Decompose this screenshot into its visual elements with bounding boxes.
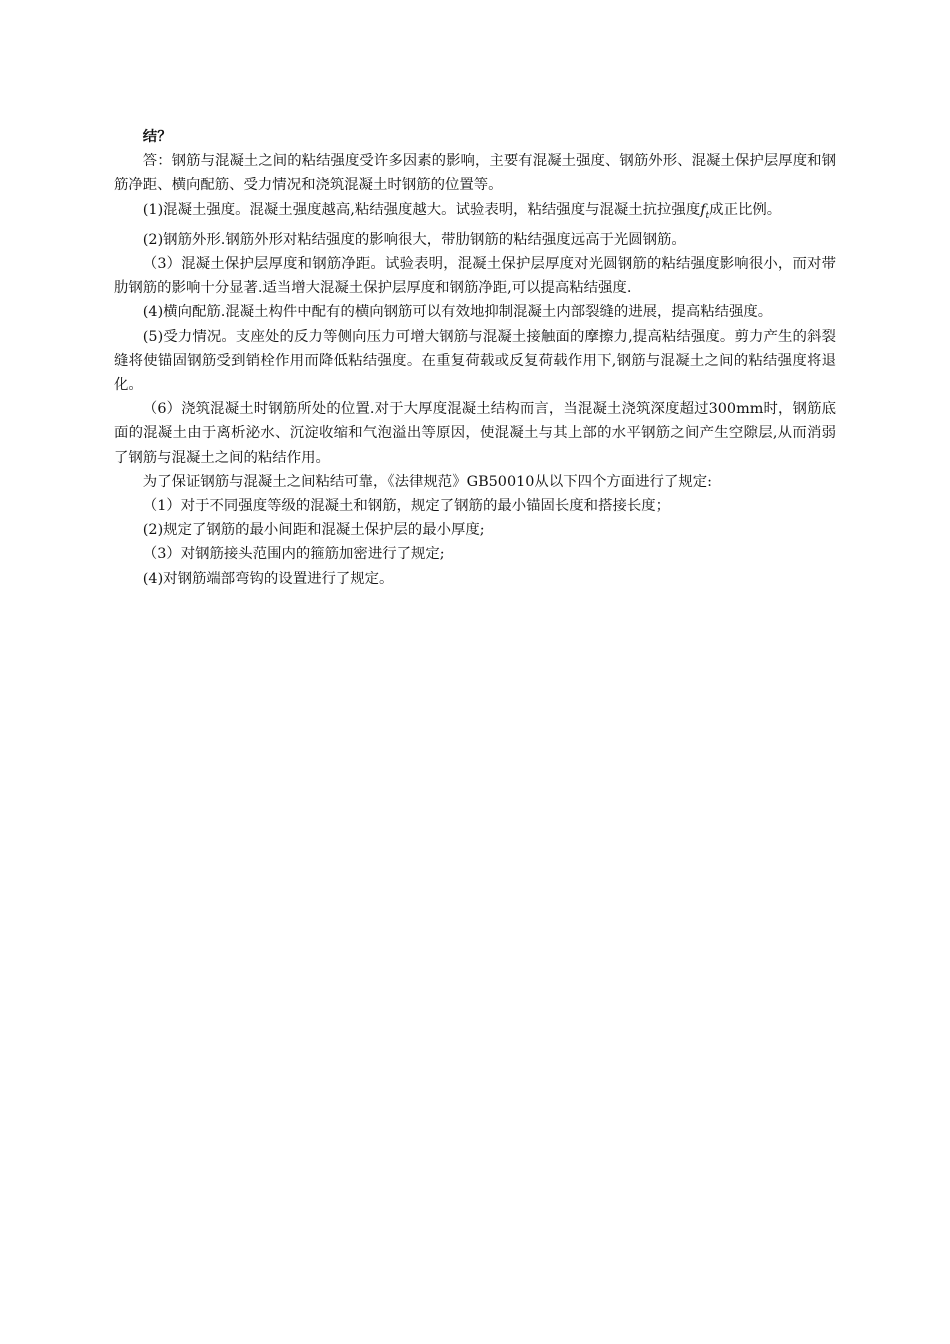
rule-3-paragraph: （3）对钢筋接头范围内的箍筋加密进行了规定; [142,546,445,563]
tensile-strength-symbol: $f_t$ [700,201,710,221]
rule-1-paragraph: （1）对于不同强度等级的混凝土和钢筋，规定了钢筋的最小锚固长度和搭接长度； [142,497,671,514]
factor-2-paragraph: (2)钢筋外形.钢筋外形对粘结强度的影响很大，带肋钢筋的粘结强度远高于光圆钢筋。 [142,231,686,248]
factor-6-paragraph: （6）浇筑混凝土时钢筋所处的位置.对于大厚度混凝土结构而言，当混凝土浇筑深度超过300mm时，钢筋底面的混凝土由于离析泌水、沉淀收缩和气泡溢出等原因，使混凝土与其上部的水平钢筋之间产生空隙层,从而消弱了钢筋与混凝土之间的粘结作用。 [114,401,836,466]
factor-3-paragraph: （3）混凝土保护层厚度和钢筋净距。试验表明，混凝土保护层厚度对光圆钢筋的粘结强度影响很小，而对带肋钢筋的影响十分显著.适当增大混凝土保护层厚度和钢筋净距,可以提高粘结强度. [114,255,836,297]
factor-1-text-pre: (1)混凝土强度。混凝土强度越高,粘结强度越大。试验表明，粘结强度与混凝土抗拉强度 [142,201,701,218]
factor-4-paragraph: (4)横向配筋.混凝土构件中配有的横向钢筋可以有效地抑制混凝土内部裂缝的进展，提高粘结强度。 [142,304,773,321]
factor-1-text-post: 成正比例。 [709,201,782,218]
factor-1-paragraph [114,198,836,228]
rule-4-paragraph: (4)对钢筋端部弯钩的设置进行了规定。 [142,570,394,587]
answer-intro: 答：钢筋与混凝土之间的粘结强度受许多因素的影响，主要有混凝土强度、钢筋外形、混凝土保护层厚度和钢筋净距、横向配筋、受力情况和浇筑混凝土时钢筋的位置等。 [114,153,836,194]
section-heading: 结？ [142,129,172,145]
rule-2-paragraph: (2)规定了钢筋的最小间距和混凝土保护层的最小厚度; [142,522,485,539]
document-page [114,125,836,591]
factor-5-paragraph: (5)受力情况。支座处的反力等侧向压力可增大钢筋与混凝土接触面的摩擦力,提高粘结强度。剪力产生的斜裂缝将使锚固钢筋受到销栓作用而降低粘结强度。在重复荷载或反复荷载作用下,钢筋与混凝土之间的粘结强度将退化。 [114,328,836,393]
code-intro-paragraph: 为了保证钢筋与混凝土之间粘结可靠，《法律规范》GB50010从以下四个方面进行了规定: [142,473,712,490]
